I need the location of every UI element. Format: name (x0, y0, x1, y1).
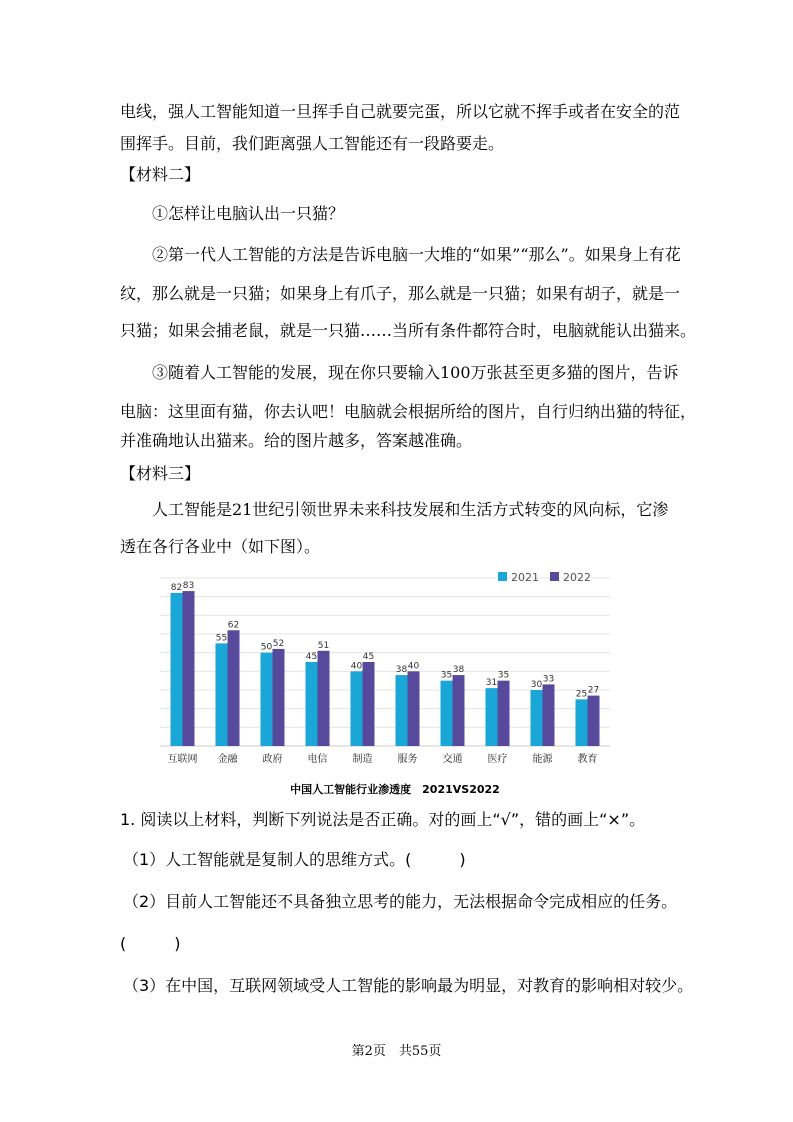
bar-2022-5 (363, 662, 375, 746)
legend-label-2022: 2022 (563, 571, 591, 584)
category-label-6: 服务 (397, 754, 418, 765)
value-label-2022-6: 40 (407, 661, 420, 672)
chart-bars (171, 591, 600, 746)
value-label-2022-8: 35 (497, 670, 510, 681)
category-label-5: 制造 (352, 754, 373, 765)
legend-swatch-2022 (550, 572, 559, 581)
bar-2021-8 (486, 688, 498, 746)
legend-label-2021: 2021 (511, 571, 539, 584)
value-label-2021-3: 50 (260, 642, 273, 653)
text-line-6: 纹，那么就是一只猫；如果身上有爪子，那么就是一只猫；如果有胡子，就是一 (120, 284, 681, 303)
text-line-5: ②第一代人工智能的方法是告诉电脑一大堆的“如果”“那么”。如果身上有花 (152, 245, 681, 264)
text-line-13: 透在各行各业中（如下图）。 (120, 537, 321, 556)
page-number-footer: 第2页 共55页 (351, 1044, 442, 1059)
bar-2021-6 (396, 675, 408, 746)
category-label-4: 电信 (307, 754, 328, 765)
bar-2022-3 (273, 649, 285, 746)
text-line-12: 人工智能是21世纪引领世界未来科技发展和生活方式转变的风向标，它渗 (152, 500, 669, 519)
bar-2021-3 (261, 653, 273, 746)
value-label-2022-3: 52 (272, 638, 285, 649)
text-line-8: ③随着人工智能的发展，现在你只要输入100万张甚至更多猫的图片，告诉 (152, 363, 679, 382)
value-label-2021-5: 40 (350, 661, 363, 672)
value-label-2022-1: 83 (182, 581, 195, 592)
question-2: （2）目前人工智能还不具备独立思考的能力，无法根据命令完成相应的任务。 (123, 892, 678, 911)
bar-2021-7 (441, 681, 453, 746)
category-label-3: 政府 (262, 754, 283, 765)
category-label-1: 互联网 (167, 754, 198, 765)
category-label-10: 教育 (577, 754, 598, 765)
value-label-2022-7: 38 (452, 665, 465, 676)
bar-2022-7 (453, 675, 465, 746)
bar-2022-10 (588, 696, 600, 746)
question-2-answer-blank: ( ) (120, 934, 181, 953)
category-label-9: 能源 (532, 754, 553, 765)
value-label-2022-5: 45 (362, 652, 375, 662)
value-label-2021-2: 55 (215, 633, 228, 644)
value-label-2021-6: 38 (395, 665, 408, 676)
chart-caption: 中国人工智能行业渗透度 2021VS2022 (290, 783, 500, 796)
value-label-2022-4: 51 (317, 640, 330, 651)
value-label-2021-7: 35 (440, 670, 453, 681)
value-label-2021-1: 82 (170, 582, 183, 593)
section-heading-material-3: 【材料三】 (120, 464, 201, 483)
text-line-2: 围挥手。目前，我们距离强人工智能还有一段路要走。 (120, 134, 505, 153)
text-line-4: ①怎样让电脑认出一只猫？ (152, 204, 345, 223)
bar-2022-1 (183, 591, 195, 746)
bar-2022-9 (543, 684, 555, 746)
value-label-2022-10: 27 (587, 685, 600, 696)
category-label-2: 金融 (217, 754, 238, 765)
legend-swatch-2021 (498, 572, 507, 581)
bar-2021-10 (576, 699, 588, 746)
bar-2022-2 (228, 630, 240, 746)
bar-2021-1 (171, 593, 183, 746)
question-1: （1）人工智能就是复制人的思维方式。( ) (123, 850, 466, 869)
bar-2021-2 (216, 643, 228, 746)
bar-2021-4 (306, 662, 318, 746)
value-label-2021-8: 31 (485, 678, 498, 689)
penetration-bar-chart (160, 562, 610, 802)
value-label-2021-4: 45 (305, 652, 318, 662)
bar-2021-5 (351, 671, 363, 746)
text-line-9: 电脑：这里面有猫，你去认吧！电脑就会根据所给的图片，自行归纳出猫的特征， (120, 402, 697, 421)
text-line-7: 只猫；如果会捕老鼠，就是一只猫……当所有条件都符合时，电脑就能认出猫来。 (120, 321, 697, 340)
value-label-2021-9: 30 (530, 680, 543, 690)
value-label-2021-10: 25 (575, 689, 588, 700)
text-line-1: 电线，强人工智能知道一旦挥手自己就要完蛋，所以它就不挥手或者在安全的范 (120, 102, 681, 121)
chart-category-labels (168, 752, 598, 765)
bar-2021-9 (531, 690, 543, 746)
value-label-2022-9: 33 (542, 674, 555, 685)
bar-2022-4 (318, 651, 330, 746)
section-heading-material-2: 【材料二】 (120, 165, 201, 184)
category-label-8: 医疗 (487, 754, 508, 765)
question-3: （3）在中国，互联网领域受人工智能的影响最为明显，对教育的影响相对较少。 (123, 976, 694, 995)
bar-2022-6 (408, 671, 420, 746)
text-line-10: 并准确地认出猫来。给的图片越多，答案越准确。 (120, 431, 473, 450)
category-label-7: 交通 (442, 754, 463, 765)
question-intro: 1. 阅读以上材料，判断下列说法是否正确。对的画上“√”，错的画上“×”。 (120, 810, 646, 829)
bar-2022-8 (498, 681, 510, 746)
value-label-2022-2: 62 (227, 620, 240, 631)
